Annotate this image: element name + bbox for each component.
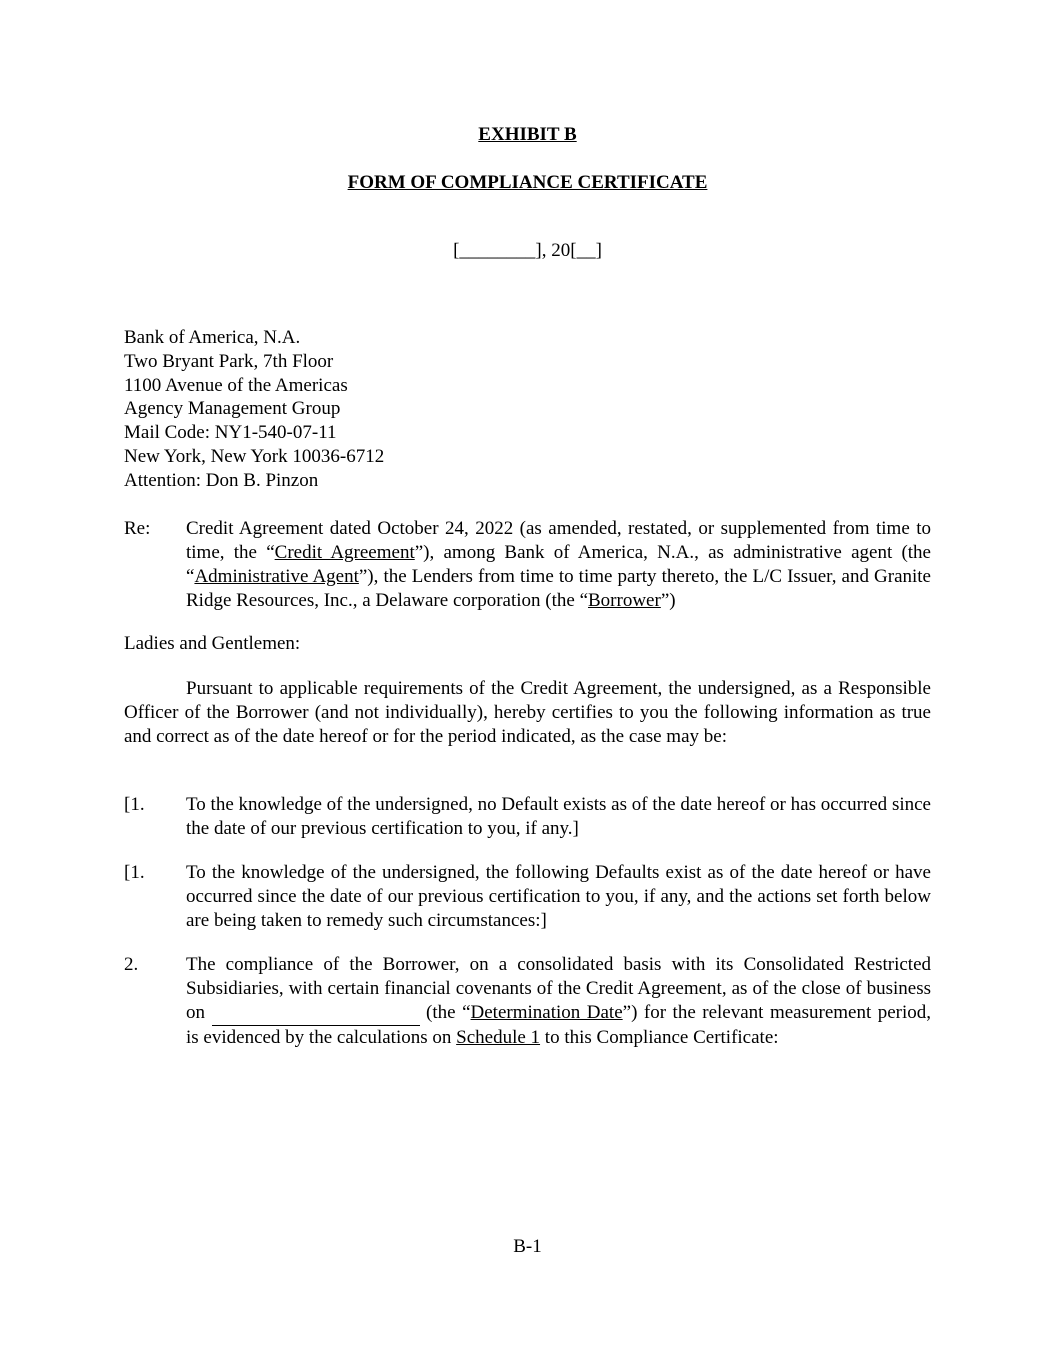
item-text (186, 953, 931, 1050)
intro-paragraph: Pursuant to applicable requirements of the Credit Agreement, the undersigned, as a Responsible Officer of the Borrower (and not individually), hereby certifies to you the following information as true and correct as of the date hereof or for the period indicated, as the case may be: (124, 678, 931, 747)
exhibit-title: EXHIBIT B (478, 124, 577, 145)
item-label: 2. (124, 954, 139, 975)
addressee-line: Agency Management Group (124, 398, 341, 420)
re-text-part: ”), the Lenders from time to time party thereto, the L/C Issuer, and Granite Ridge Resources, Inc., a Delaware corporation (the “ (186, 566, 931, 611)
defined-term-administrative-agent: Administrative Agent (194, 566, 359, 587)
item-label: [1. (124, 862, 145, 883)
item-2-compliance (124, 953, 931, 1050)
addressee-line: Two Bryant Park, 7th Floor (124, 350, 334, 372)
re-label: Re: (124, 518, 151, 539)
defined-term-credit-agreement: Credit Agreement (274, 542, 415, 563)
addressee-line: New York, New York 10036-6712 (124, 445, 385, 467)
item-text-part: to this Compliance Certificate: (544, 1027, 779, 1048)
re-text-part: ”), among Bank of America, N.A., as administrative agent (the “ (186, 542, 931, 587)
item-text: To the knowledge of the undersigned, the following Defaults exist as of the date hereof or have occurred since the date of our previous certification to you, if any, and the actions set forth below are being taken to remedy such circumstances:] (186, 862, 931, 931)
defined-term-determination-date: Determination Date (470, 1002, 623, 1023)
item-text-part: (the “ (426, 1002, 471, 1023)
re-text-part: Credit Agreement dated October 24, 2022 (as amended, restated, or supplemented from time to time, the “ (186, 518, 931, 563)
addressee-block (124, 326, 384, 493)
re-paragraph (124, 517, 931, 613)
form-title: FORM OF COMPLIANCE CERTIFICATE (347, 172, 708, 193)
re-text-part: ”) (660, 590, 676, 611)
item-text: To the knowledge of the undersigned, no Default exists as of the date hereof or has occurred since the date of our previous certification to you, if any.] (186, 794, 931, 839)
date-line: [________], 20[__] (453, 240, 602, 261)
schedule-1-reference: Schedule 1 (456, 1027, 541, 1048)
page-number: B-1 (513, 1236, 542, 1257)
item-label: [1. (124, 794, 145, 815)
item-text-part: The compliance of the Borrower, on a consolidated basis with its Consolidated Restricted Subsidiaries, with certain financial covenants of the Credit Agreement, as of the close of business on (186, 954, 931, 1023)
addressee-line: Mail Code: NY1-540-07-11 (124, 422, 337, 444)
salutation: Ladies and Gentlemen: (124, 633, 301, 654)
addressee-attention: Attention: Don B. Pinzon (124, 469, 319, 491)
re-text (186, 517, 931, 613)
item-1-defaults-exist (124, 861, 931, 933)
defined-term-borrower: Borrower (588, 590, 661, 611)
addressee-line: 1100 Avenue of the Americas (124, 374, 348, 396)
addressee-line: Bank of America, N.A. (124, 327, 301, 348)
item-text-part: ”) for the relevant measurement period, is evidenced by the calculations on (186, 1002, 932, 1048)
determination-date-blank (212, 1001, 420, 1026)
item-1-no-default (124, 793, 931, 841)
